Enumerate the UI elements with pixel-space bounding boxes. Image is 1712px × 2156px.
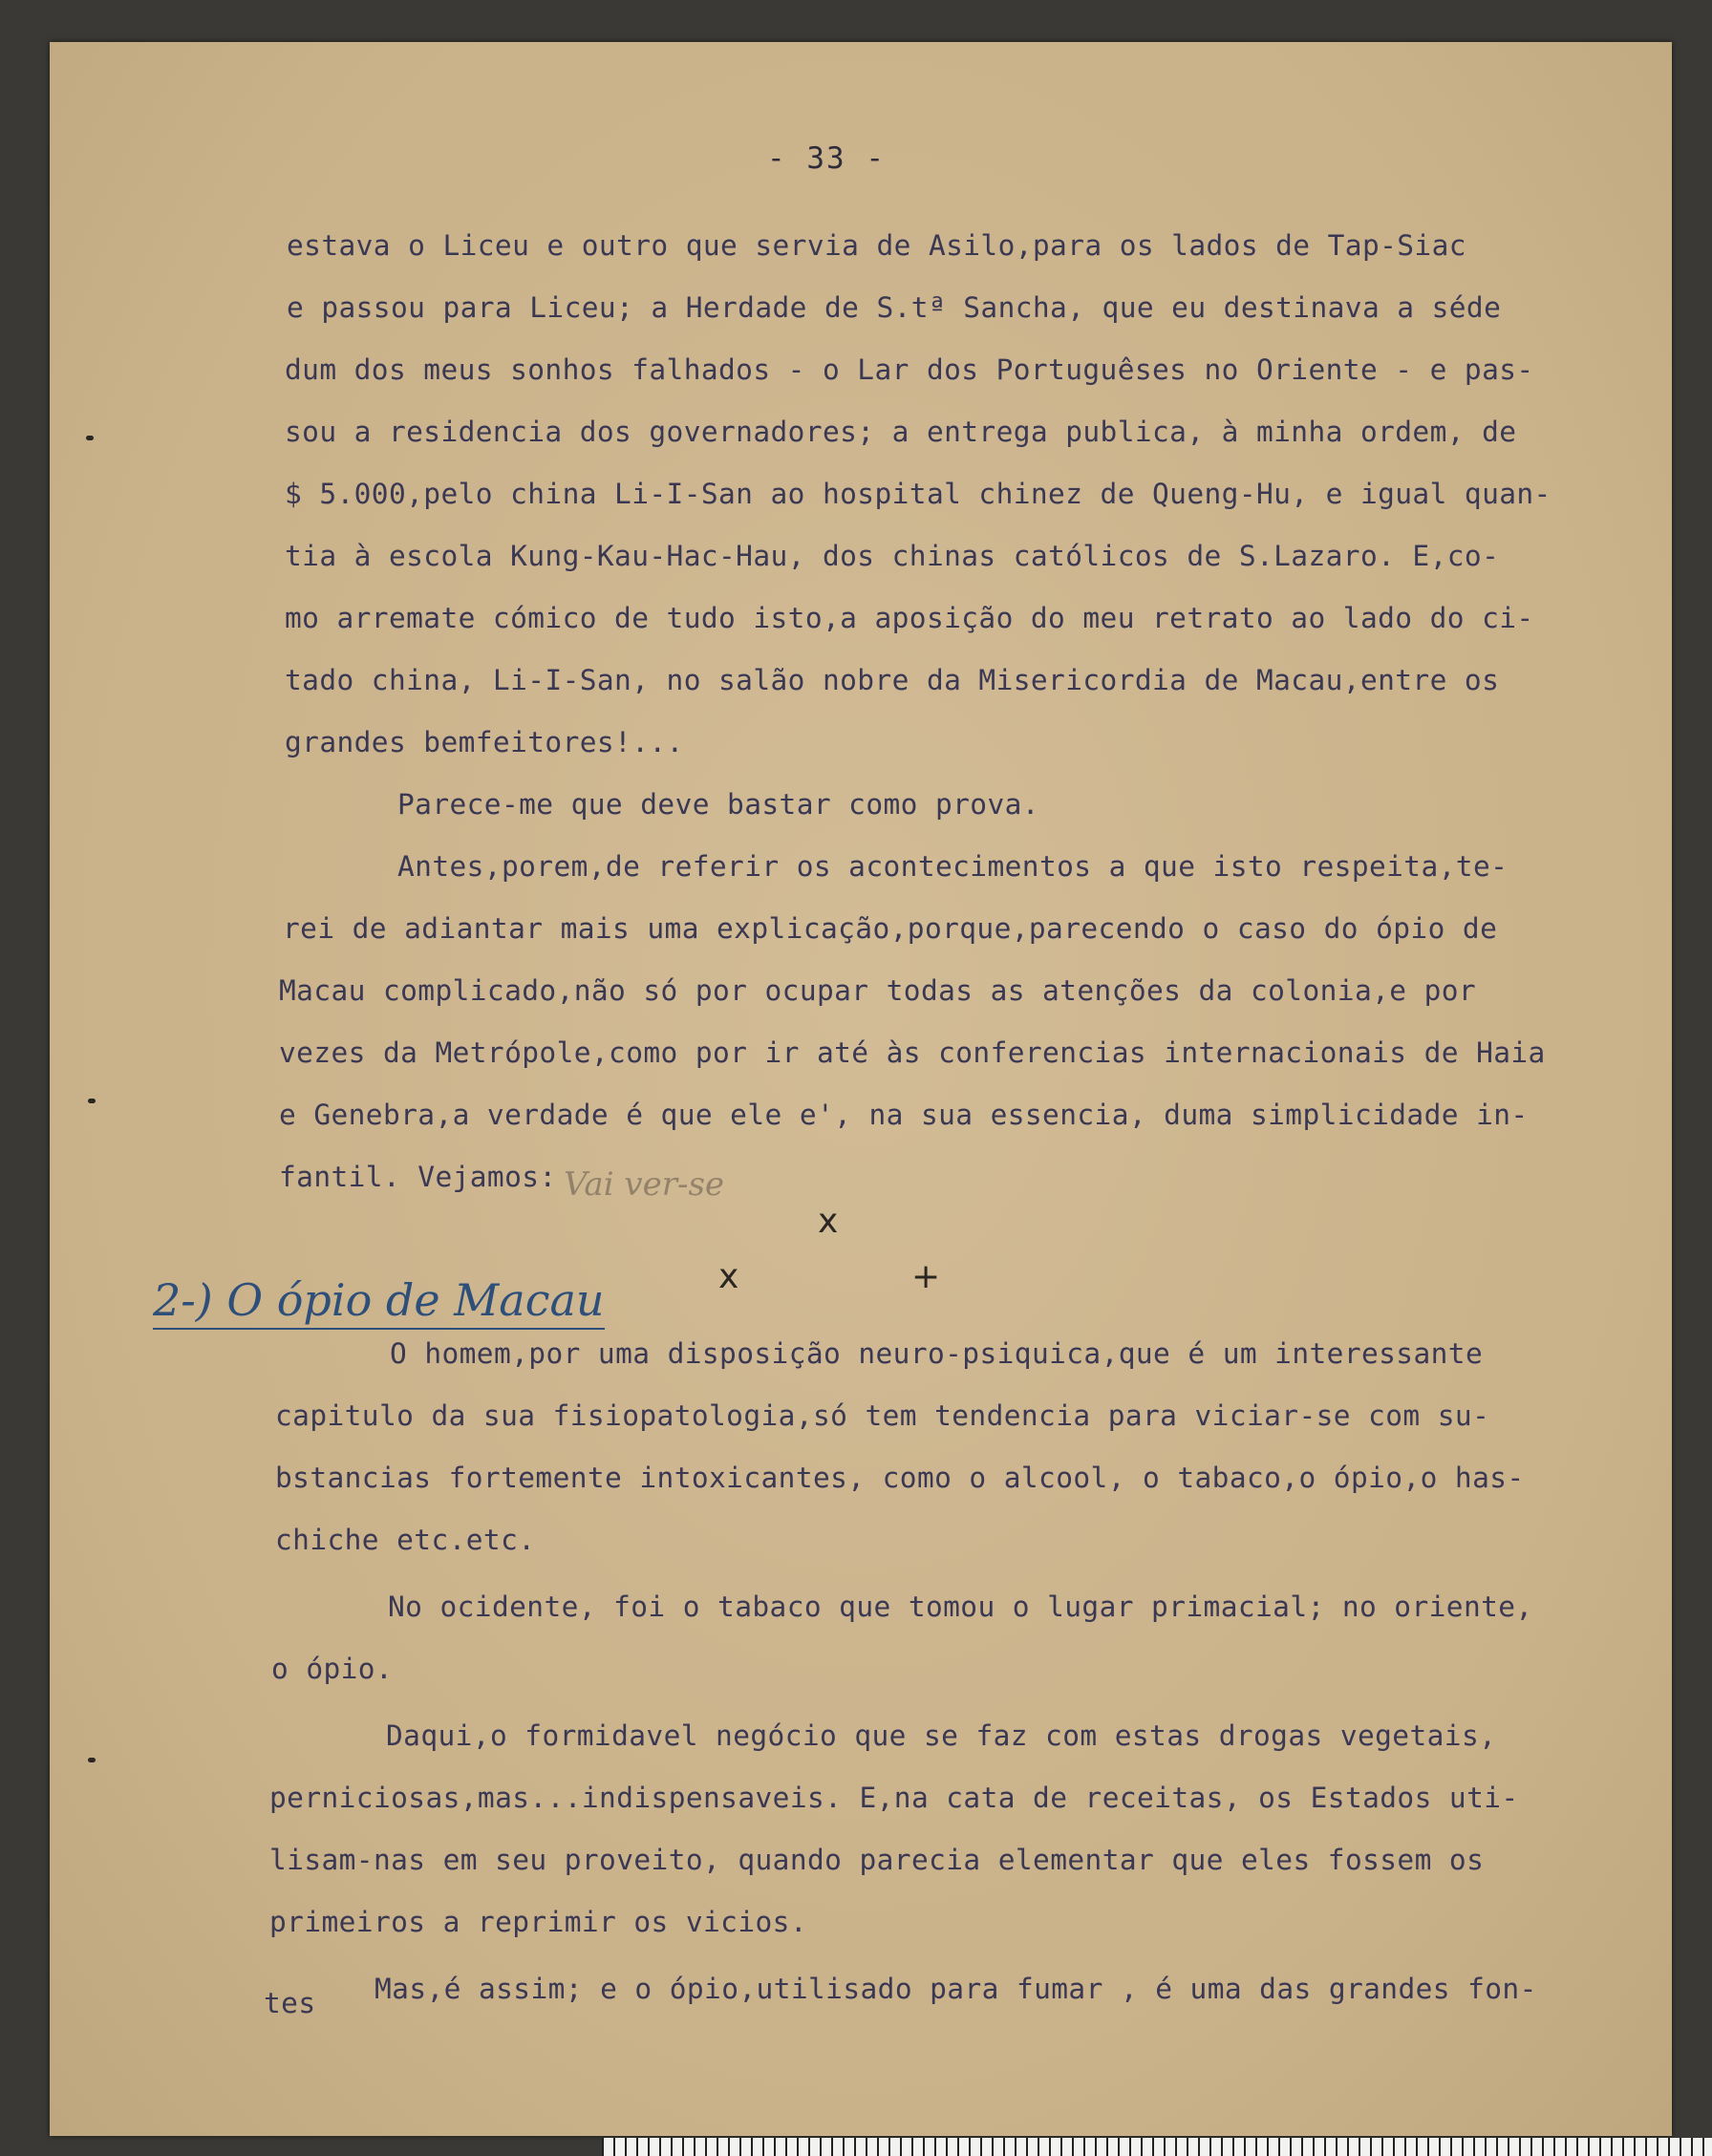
text-line: O homem,por uma disposição neuro-psiquica,que é um interessante (390, 1337, 1484, 1370)
text-line: tado china, Li-I-San, no salão nobre da Misericordia de Macau,entre os (285, 664, 1500, 696)
text-line: No ocidente, foi o tabaco que tomou o lugar primacial; no oriente, (388, 1590, 1533, 1623)
text-line: primeiros a reprimir os vicios. (269, 1906, 807, 1938)
text-line: tia à escola Kung-Kau-Hac-Hau, dos chinas católicos de S.Lazaro. E,co- (285, 540, 1500, 572)
page-number: - 33 - (767, 141, 886, 176)
text-line: estava o Liceu e outro que servia de Asilo,para os lados de Tap-Siac (287, 229, 1466, 262)
cross-mark-icon: x (718, 1257, 739, 1296)
text-line: o ópio. (271, 1653, 394, 1685)
text-line: Antes,porem,de referir os acontecimentos a que isto respeita,te- (397, 850, 1509, 883)
text-line: vezes da Metrópole,como por ir até às conferencias internacionais de Haia (279, 1036, 1546, 1069)
text-line: Macau complicado,não só por ocupar todas as atenções da colonia,e por (279, 974, 1477, 1007)
text-line: mo arremate cómico de tudo isto,a aposição do meu retrato ao lado do ci- (285, 602, 1534, 634)
document-page (50, 42, 1672, 2136)
text-line: e Genebra,a verdade é que ele e', na sua essencia, duma simplicidade in- (279, 1099, 1529, 1131)
text-line: Daqui,o formidavel negócio que se faz com estas drogas vegetais, (386, 1719, 1497, 1752)
text-line: rei de adiantar mais uma explicação,porque,parecendo o caso do ópio de (283, 912, 1498, 945)
text-line: fantil. Vejamos: (279, 1161, 557, 1193)
text-line: Parece-me que deve bastar como prova. (397, 788, 1039, 821)
text-line: grandes bemfeitores!... (285, 726, 684, 758)
pencil-note: Vai ver-se (564, 1165, 725, 1204)
text-line: sou a residencia dos governadores; a entrega publica, à minha ordem, de (285, 416, 1517, 448)
hole-mark (86, 436, 94, 440)
hole-mark (88, 1099, 96, 1103)
hole-mark (88, 1758, 96, 1762)
text-line: chiche etc.etc. (275, 1524, 536, 1556)
text-line: bstancias fortemente intoxicantes, como o alcool, o tabaco,o ópio,o has- (275, 1462, 1525, 1494)
plus-mark-icon: + (911, 1257, 941, 1296)
handwritten-heading: 2-) O ópio de Macau (153, 1274, 605, 1330)
cross-mark-icon: x (818, 1202, 839, 1241)
text-line: Mas,é assim; e o ópio,utilisado para fumar , é uma das grandes fon- (374, 1973, 1537, 2005)
text-line: capitulo da sua fisiopatologia,só tem tendencia para viciar-se com su- (275, 1399, 1490, 1432)
text-line: e passou para Liceu; a Herdade de S.tª Sancha, que eu destinava a séde (287, 291, 1502, 324)
text-line: dum dos meus sonhos falhados - o Lar dos Portuguêses no Oriente - e pas- (285, 353, 1534, 386)
text-line: $ 5.000,pelo china Li-I-San ao hospital chinez de Queng-Hu, e igual quan- (285, 478, 1552, 510)
text-line: perniciosas,mas...indispensaveis. E,na cata de receitas, os Estados uti- (269, 1782, 1519, 1814)
scale-ruler (602, 2138, 1712, 2156)
text-line: tes (264, 1987, 316, 2019)
text-line: lisam-nas em seu proveito, quando parecia elementar que eles fossem os (269, 1844, 1485, 1876)
